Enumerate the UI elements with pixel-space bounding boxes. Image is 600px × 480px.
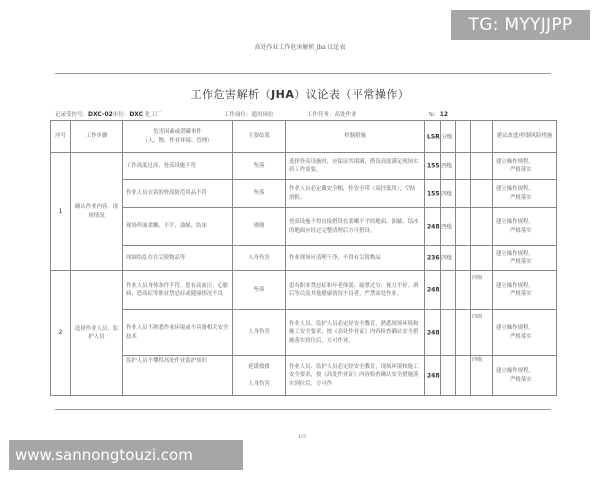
- table-row: [51, 153, 557, 180]
- step-cell: 确认作业内容、现场情况: [71, 153, 123, 271]
- header-step: 工作步骤: [71, 121, 123, 153]
- suggestion-cell: 建立操作规程， 严格落实: [493, 310, 557, 356]
- consequence-cell: 人身伤害: [233, 310, 286, 356]
- header-grade: [471, 121, 493, 153]
- jha-table: [50, 120, 557, 396]
- running-head: 高处作业工作危害解析 jha 议论表: [254, 44, 346, 51]
- bottom-rule: [55, 409, 551, 410]
- consequence-cell: 坠落: [233, 153, 286, 180]
- seq-cell: 1: [51, 153, 71, 271]
- suggestion-cell: 建立操作规程， 严格落实: [493, 208, 557, 246]
- suggestion-cell: 建立操作规程， 严格落实: [493, 180, 557, 208]
- suggestion-cell: 建立操作规程， 严格落实: [493, 271, 557, 310]
- header-consequence: 主要结果: [233, 121, 286, 153]
- suggestion-cell: 建立操作规程， 严格落实: [493, 153, 557, 180]
- watermark-tg: TG: MYYJJPP: [451, 10, 590, 40]
- control-cell: 作业现场应清理干净，不得有尖锐物品: [286, 246, 425, 271]
- header-hazard: 危害因素或潜藏事件 （人、物、作业环境、管理）: [123, 121, 233, 153]
- header-seq: 序号: [51, 121, 71, 153]
- header-lsr: LSR 分级: [441, 121, 456, 153]
- hazard-cell: 作业人员衣着的登高防范用品不符: [123, 180, 233, 208]
- hazard-cell: 工作高度过高、登高设施不符: [123, 153, 233, 180]
- record-number: №：12: [429, 111, 449, 118]
- consequence-cell: 坠落: [233, 180, 286, 208]
- consequence-cell: 坠落: [233, 271, 286, 310]
- table-row: [51, 180, 557, 208]
- control-cell: 患有职业禁忌症和年老体弱、疲惫过分、视力不好、酒后等员及其他健康情况不良者，严禁高处作业。: [286, 271, 425, 310]
- grade-cell: 四级: [471, 271, 493, 310]
- control-cell: 登高设施不得直接搭设在柔嫩不平的地面、油腻、结冰的地面应经过完整清理后方可搭设。: [286, 208, 425, 246]
- watermark-site: www.sannongtouzi.com: [9, 440, 243, 470]
- control-cell: 选择登高设施时，应保证其围满，搭设高度满足现场实质工作需要。: [286, 153, 425, 180]
- work-post: 工作岗位：通用岗位: [224, 112, 274, 118]
- lsr-cell: 248: [425, 271, 441, 310]
- header-row: [51, 121, 557, 153]
- consequence-cell: 人身伤害: [233, 246, 286, 271]
- page-number: 1/3: [298, 434, 307, 440]
- lsr-cell: 248: [425, 310, 441, 356]
- lsr-cell: 248: [425, 356, 441, 396]
- table-row: [51, 246, 557, 271]
- suggestion-cell: 建立操作规程， 严格落实: [493, 356, 557, 396]
- control-cell: 作业人员、监护人员必定经安全教育，现场环境和施工安全要求，按《高处作业证》内容检查确认安全措施落实到位后，方可作: [286, 356, 425, 396]
- hazard-cell: 周围给乱存在尖锐物品等: [123, 246, 233, 271]
- top-rule: [55, 73, 551, 74]
- lsr-cell: 236 四级: [441, 246, 456, 271]
- hazard-cell: 作业人员身体条件不符，患有高血压、心脏病、恐高症等职业禁忌症或健康情况不良: [123, 271, 233, 310]
- table-row: [51, 208, 557, 246]
- work-task: 工作任务：高处作业: [307, 112, 357, 118]
- record-control-number: 记录受控号：DXC-02单位：DXC 化工厂: [55, 111, 162, 118]
- table-row: [51, 271, 557, 310]
- grade-cell: 四级: [471, 356, 493, 396]
- lsr-cell: 155 四级: [441, 180, 456, 208]
- hazard-cell: 监护人员不懂得高处作业监护知识: [123, 356, 233, 396]
- table-row: [51, 356, 557, 396]
- seq-cell: 2: [51, 271, 71, 396]
- suggestion-cell: 建立操作规程， 严格落实: [493, 246, 557, 271]
- header-suggestion: 建议改进/控制风险措施: [493, 121, 557, 153]
- grade-cell: 四级: [471, 310, 493, 356]
- consequence-cell: 滑倒: [233, 208, 286, 246]
- lsr-cell: 248 四级: [441, 208, 456, 246]
- header-control: 控制措施: [286, 121, 425, 153]
- step-cell: 选择作业人员、监护人员: [71, 271, 123, 396]
- header-r: [456, 121, 471, 153]
- control-cell: 作业人员必定戴安全帽，拴安全带（高挂低用），空防滑鞋。: [286, 180, 425, 208]
- consequence-cell: 延缓救援 人身伤害: [233, 356, 286, 396]
- document-title: 工作危害解析（JHA）议论表（平常操作）: [190, 88, 410, 101]
- hazard-cell: 作业人员不熟悉作业环境或不具备相关安全技术: [123, 310, 233, 356]
- hazard-cell: 现场所面柔嫩、不平、油腻、结冰: [123, 208, 233, 246]
- lsr-cell: 155 四级: [441, 153, 456, 180]
- table-row: [51, 310, 557, 356]
- control-cell: 作业人员、监护人员必定经安全教育，熟悉现场环境和施工安全要求，按《高处作业证》内容检查确认安全措施落实到位后，方可作业。: [286, 310, 425, 356]
